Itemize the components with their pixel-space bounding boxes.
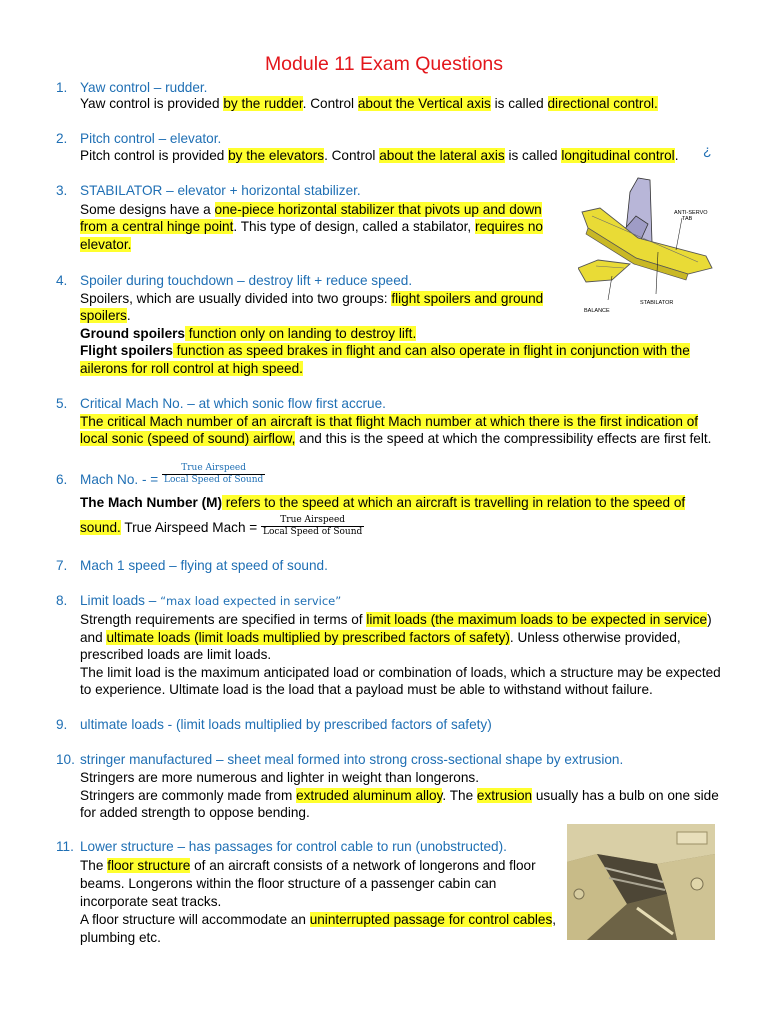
mach-fraction-2: $\frac{\text{True Airspeed}}{\text{Local Speed of Sound}}$ [263,515,363,537]
q11-line-2: beams. Longerons within the floor structure of a passenger cabin can [80,876,497,891]
q8-line-5: to experience. Ultimate load is the load that a payload must be able to withstand without failure. [80,682,653,697]
q11-line-5: plumbing etc. [80,930,161,945]
question-1-heading: 1. Yaw control – rudder. [56,80,208,95]
q4-line-3: Ground spoilers function only on landing to destroy lift. [80,326,417,341]
q3-line-1: Some designs have a one-piece horizontal stabilizer that pivots up and down [80,202,542,217]
q4-line-4: Flight spoilers function as speed brakes in flight and can also operate in flight in conjunction with the [80,343,690,358]
question-11-heading: 11. Lower structure – has passages for control cable to run (unobstructed). [56,839,507,854]
question-4-heading: 4. Spoiler during touchdown – destroy lift + reduce speed. [56,273,413,288]
q10-line-1: Stringers are more numerous and lighter in weight than longerons. [80,770,479,785]
stray-mark: ¿ [703,142,712,158]
q5-line-1: The critical Mach number of an aircraft is that flight Mach number at which there is the first indication of [80,414,699,429]
q11-line-1: The floor structure of an aircraft consists of a network of longerons and floor [80,858,536,873]
question-8-heading: 8. Limit loads – “max load expected in service” [56,593,342,608]
q3-line-3: elevator. [80,237,132,252]
page-title: Module 11 Exam Questions [264,53,504,75]
floor-structure-photo [567,824,715,940]
q4-line-2: spoilers. [80,308,131,323]
q4-line-5: ailerons for roll control at high speed. [80,361,303,376]
question-3-heading: 3. STABILATOR – elevator + horizontal stabilizer. [56,183,361,198]
q2-line-1: Pitch control is provided by the elevators. Control about the lateral axis is called longitudinal control. [80,148,679,163]
q6-line-1: The Mach Number (M) refers to the speed at which an aircraft is travelling in relation to the speed of [80,495,686,510]
q8-line-4: The limit load is the maximum anticipated load or combination of loads, which a structure may be expected [80,665,721,680]
label-balance: BALANCE [584,308,610,314]
question-10-heading: 10. stringer manufactured – sheet meal formed into strong cross-sectional shape by extrusion. [56,752,624,767]
q4-line-1: Spoilers, which are usually divided into two groups: flight spoilers and ground [80,291,544,306]
q8-line-2: and ultimate loads (limit loads multiplied by prescribed factors of safety). Unless otherwise provided, [80,630,681,645]
q6-line-2: sound. True Airspeed Mach = $\frac{\text{True Airspeed}}{\text{Local Speed of Sound}}$ [80,515,363,537]
label-tab: TAB [682,216,693,222]
q10-line-3: for added strength to oppose bending. [80,805,310,820]
q8-line-3: prescribed loads are limit loads. [80,647,272,662]
question-9-heading: 9. ultimate loads - (limit loads multiplied by prescribed factors of safety) [56,717,492,732]
q3-line-2: from a central hinge point. This type of design, called a stabilator, requires no [80,219,543,234]
q11-line-3: incorporate seat tracks. [80,894,222,909]
question-5-heading: 5. Critical Mach No. – at which sonic flow first accrue. [56,396,386,411]
mach-fraction: $\frac{\text{True Airspeed}}{\text{Local Speed of Sound}}$ [163,463,264,485]
label-anti-servo: ANTI-SERVO [674,210,708,216]
label-stabilator: STABILATOR [640,300,674,306]
question-2-heading: 2. Pitch control – elevator. [56,131,222,146]
q5-line-2: local sonic (speed of sound) airflow, and this is the speed at which the compressibility effects are first felt. [80,431,712,446]
question-6-heading: 6. Mach No. - = $\frac{\text{True Airspeed}}{\text{Local Speed of Sound}}$ [56,463,264,488]
stabilator-figure [578,172,716,318]
q10-line-2: Stringers are commonly made from extruded aluminum alloy. The extrusion usually has a bulb on one side [80,788,719,803]
q8-line-1: Strength requirements are specified in terms of limit loads (the maximum loads to be expected in service) [80,612,712,627]
question-7-heading: 7. Mach 1 speed – flying at speed of sound. [56,558,328,573]
q11-line-4: A floor structure will accommodate an uninterrupted passage for control cables, [80,912,557,927]
q1-line-1: Yaw control is provided by the rudder. Control about the Vertical axis is called directional control. [80,96,658,111]
